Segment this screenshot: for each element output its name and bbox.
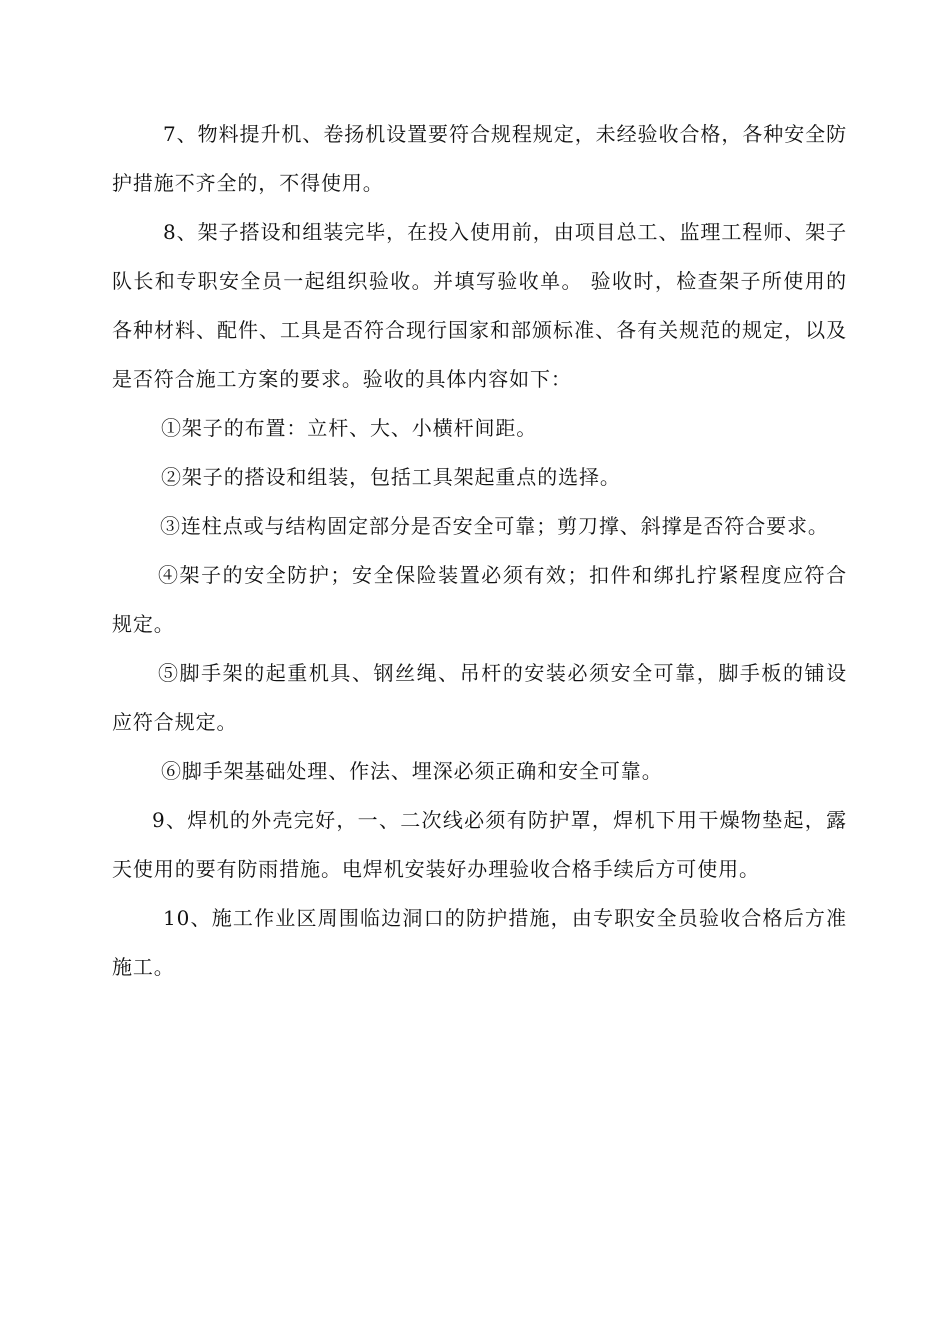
paragraph-item-8: 8、架子搭设和组装完毕，在投入使用前，由项目总工、监理工程师、架子队长和专职安全员一起组织验收。并填写验收单。 验收时，检查架子所使用的各种材料、配件、工具是否符合现行国家和部颁标准、各有关规范的规定，以及是否符合施工方案的要求。验收的具体内容如下： [112, 220, 847, 391]
inspection-item-4: ④架子的安全防护；安全保险装置必须有效；扣件和绑扎拧紧程度应符合规定。 [112, 563, 847, 636]
paragraph-item-10: 10、施工作业区周围临边洞口的防护措施，由专职安全员验收合格后方准施工。 [112, 906, 847, 979]
document-body [112, 110, 847, 992]
paragraph-item-9: 9、焊机的外壳完好，一、二次线必须有防护罩，焊机下用干燥物垫起，露天使用的要有防雨措施。电焊机安装好办理验收合格手续后方可使用。 [112, 808, 847, 881]
inspection-item-5: ⑤脚手架的起重机具、钢丝绳、吊杆的安装必须安全可靠，脚手板的铺设应符合规定。 [112, 661, 847, 734]
inspection-item-3: ③连柱点或与结构固定部分是否安全可靠；剪刀撑、斜撑是否符合要求。 [160, 514, 829, 538]
inspection-item-6: ⑥脚手架基础处理、作法、埋深必须正确和安全可靠。 [161, 759, 663, 783]
inspection-item-1: ①架子的布置：立杆、大、小横杆间距。 [161, 416, 538, 440]
paragraph-item-7: 7、物料提升机、卷扬机设置要符合规程规定，未经验收合格，各种安全防护措施不齐全的，不得使用。 [112, 122, 847, 195]
inspection-item-2: ②架子的搭设和组装，包括工具架起重点的选择。 [161, 465, 621, 489]
